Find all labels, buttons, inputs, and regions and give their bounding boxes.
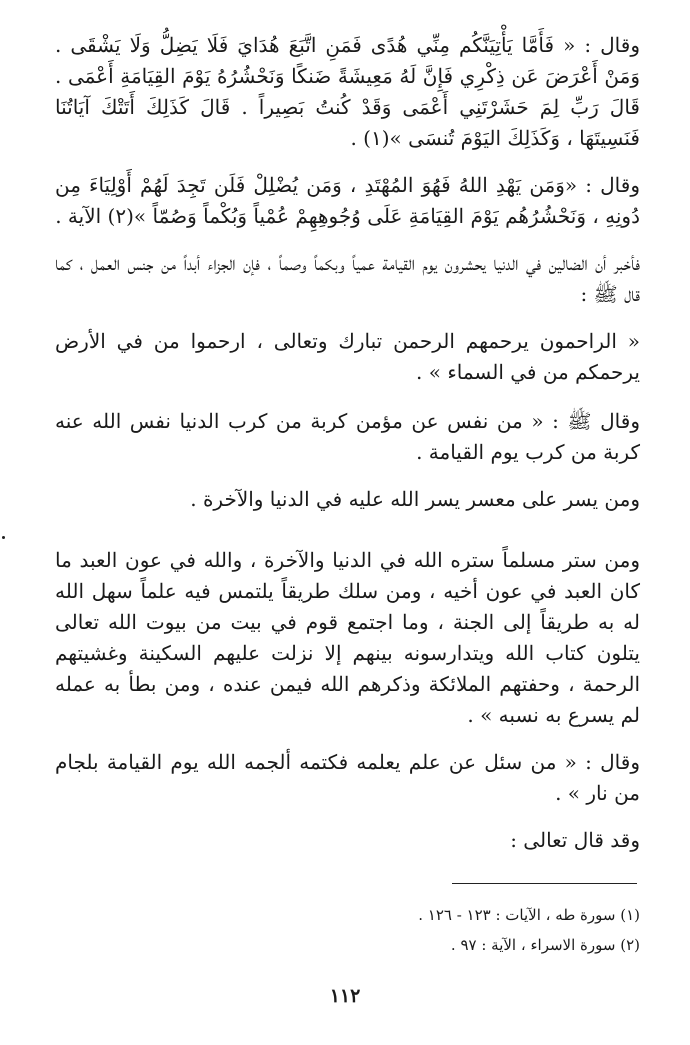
footnote-separator [452,883,637,884]
page-number: ١١٢ [329,985,361,1007]
footnotes [55,900,640,960]
footnote-1: (١) سورة طه ، الآيات : ١٢٣ - ١٢٦ . [418,906,640,924]
paragraph-closing: وقد قال تعالى : [510,828,640,852]
paragraph-hadith-relief: وقال ﷺ : « من نفس عن مؤمن كربة من كرب الدنيا نفس الله عنه كربة من كرب يوم القيامة . [55,409,640,464]
paragraph-hadith-cover: ومن ستر مسلماً ستره الله في الدنيا والآخرة ، والله في عون العبد ما كان العبد في عون أخيه ، ومن سلك طريقاً يلتمس فيه علماً سهل الله له به طريقاً إلى الجنة ، وما اجتمع قوم في بيت من بيوت الله تعالى يتلون كتاب الله ويتدارسونه بينهم إلا نزلت عليهم السكينة وغشيتهم الرحمة ، وحفتهم الملائكة وذكرهم الله فيمن عنده ، ومن بطأ به عمله لم يسرع به نسبه » . [55,548,640,727]
paragraph-hadith-ease: ومن يسر على معسر يسر الله عليه في الدنيا والآخرة . [190,487,640,511]
paragraph-quran-taha: وقال : « فَأَمَّا يَأْتِيَنَّكُم مِنِّي هُدًى فَمَنِ اتَّبَعَ هُدَايَ فَلَا يَضِلُّ وَلَا يَشْقَى . وَمَنْ أَعْرَضَ عَن ذِكْرِي فَإِنَّ لَهُ مَعِيشَةً ضَنكًا وَنَحْشُرُهُ يَوْمَ القِيَامَةِ أَعْمَى . قَالَ رَبِّ لِمَ حَشَرْتَنِي أَعْمَى وَقَدْ كُنتُ بَصِيراً . قَالَ كَذَلِكَ أَتَتْكَ آيَاتُنَا فَنَسِيتَهَا ، وَكَذَلِكَ اليَوْمَ تُنسَى »(١) . [55,33,640,150]
paragraph-hadith-mercy: « الراحمون يرحمهم الرحمن تبارك وتعالى ، ارحموا من في الأرض يرحمكم من في السماء » . [55,329,640,384]
margin-dot [2,536,5,539]
footnote-2: (٢) سورة الاسراء ، الآية : ٩٧ . [450,936,640,954]
paragraph-quran-isra: وقال : «وَمَن يَهْدِ اللهُ فَهُوَ المُهْتَدِ ، وَمَن يُضْلِلْ فَلَن تَجِدَ لَهُمْ أَوْلِيَاءَ مِن دُونِهِ ، وَنَحْشُرُهُم يَوْمَ القِيَامَةِ عَلَى وُجُوهِهِمْ عُمْياً وَبُكْماً وَصُمّاً »(٢) الآية . [55,173,640,228]
paragraph-hadith-knowledge: وقال : « من سئل عن علم يعلمه فكتمه ألجمه الله يوم القيامة بلجام من نار » . [55,750,640,805]
main-text [55,30,640,872]
paragraph-commentary: فأخبر أن الضالين في الدنيا يحشرون يوم القيامة عمياً وبكماً وصماً ، فإن الجزاء أبداً من جنس العمل ، كما قال ﷺ : [55,251,640,306]
